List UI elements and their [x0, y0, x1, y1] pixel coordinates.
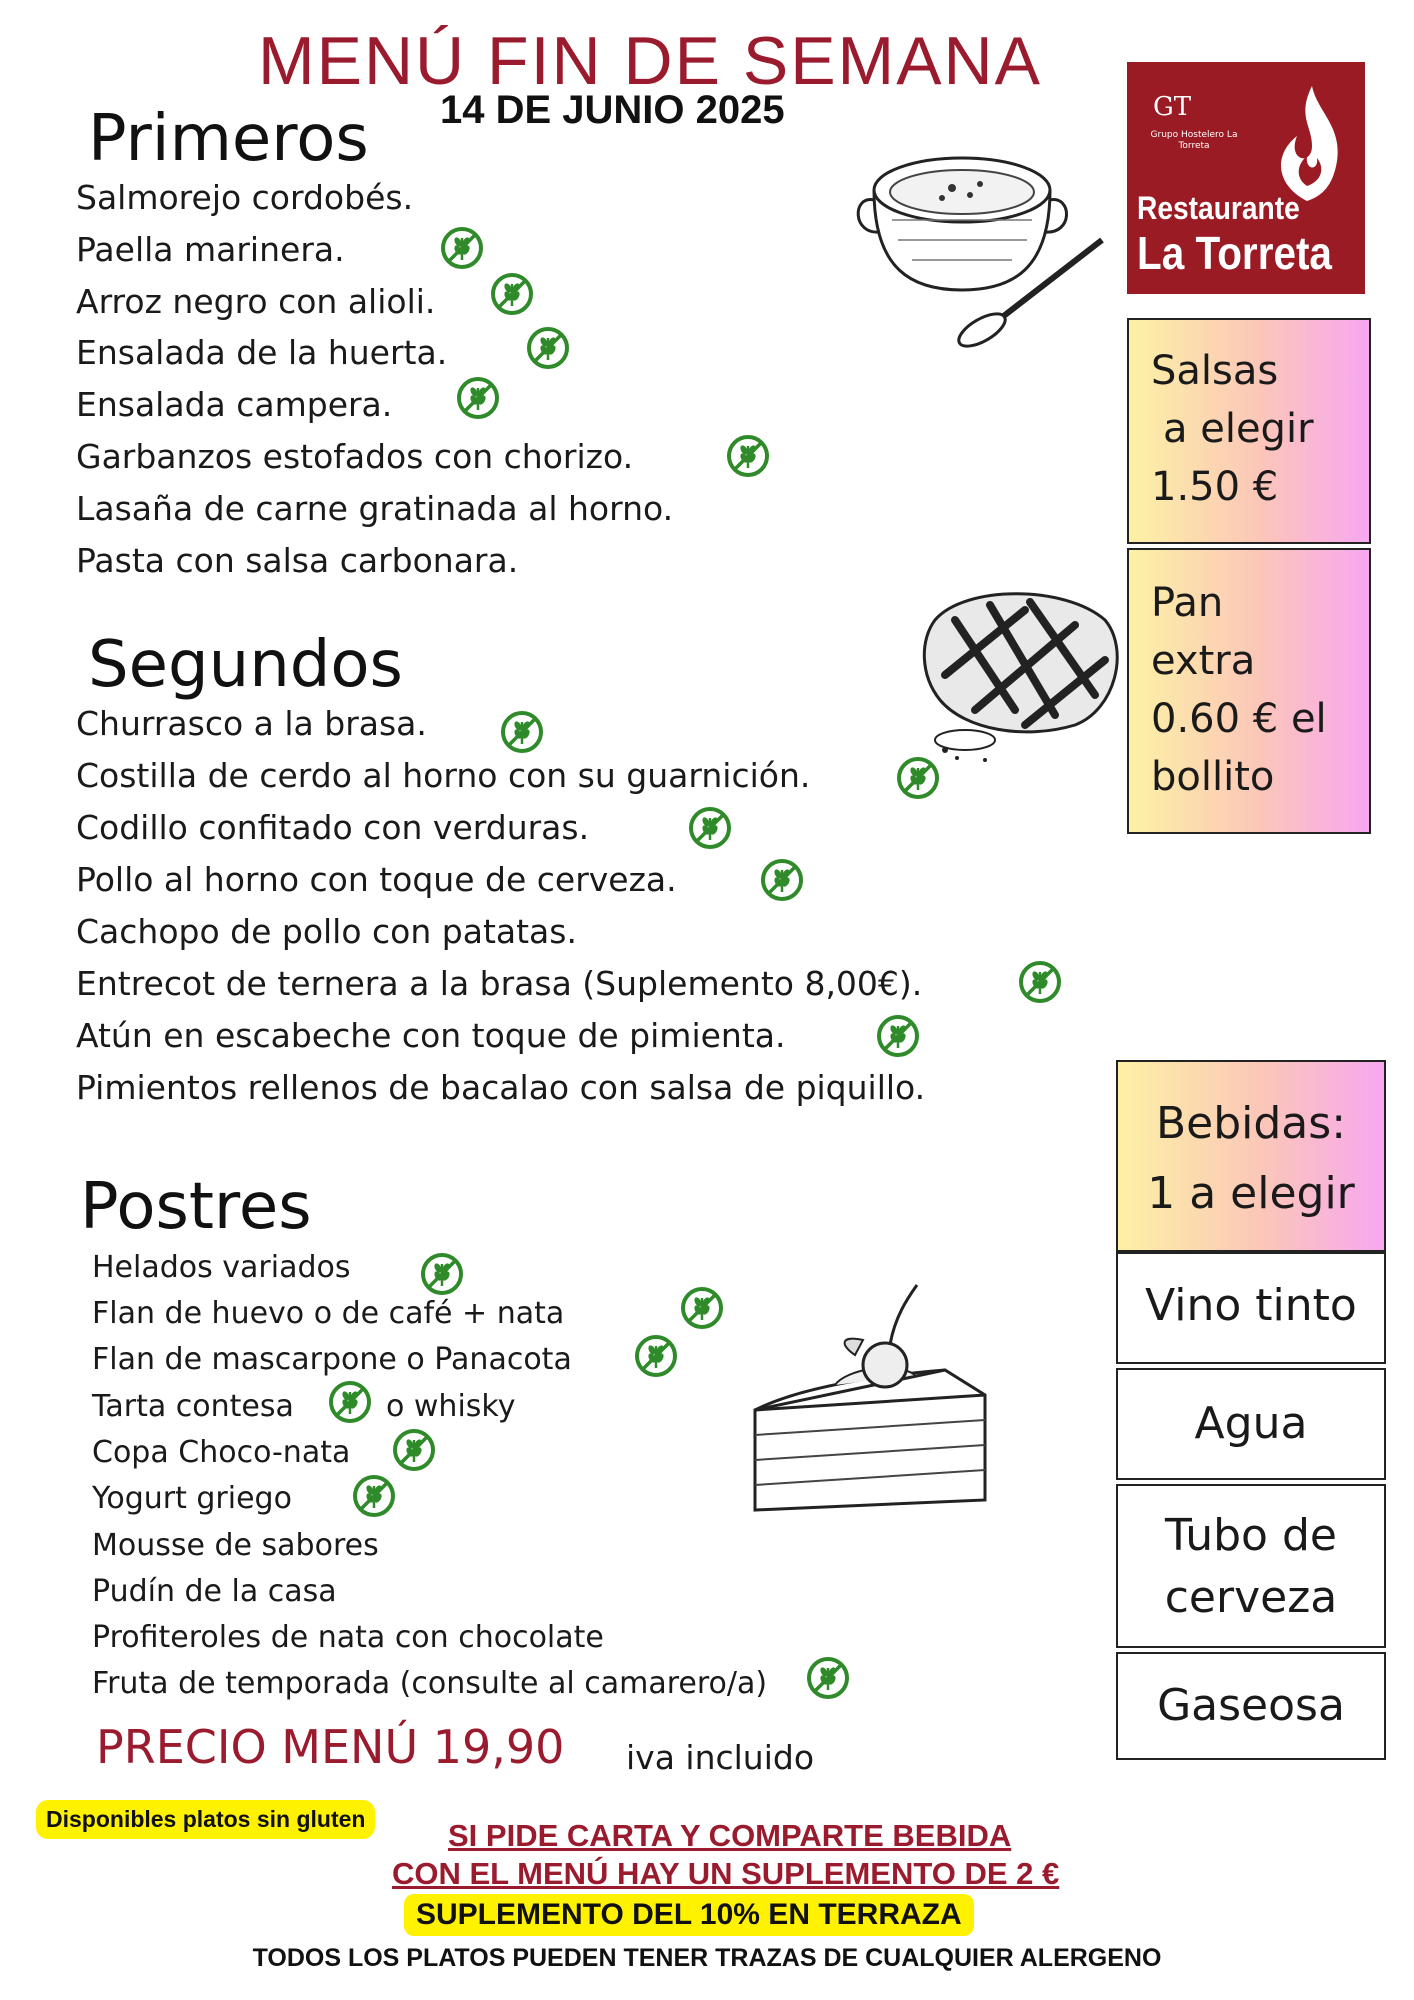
gluten-free-icon	[456, 376, 500, 420]
bebida-option: Tubo de	[1165, 1510, 1337, 1561]
list-item: Ensalada campera.	[76, 385, 393, 424]
price-note: iva incluido	[626, 1738, 815, 1777]
pan-line4: bollito	[1151, 754, 1275, 800]
gluten-free-icon	[806, 1656, 850, 1700]
list-item: Flan de mascarpone o Panacota	[92, 1342, 572, 1377]
list-item: Churrasco a la brasa.	[76, 704, 427, 743]
list-item: Garbanzos estofados con chorizo.	[76, 437, 634, 476]
gluten-free-icon	[420, 1252, 464, 1296]
list-item: Codillo confitado con verduras.	[76, 808, 590, 847]
salsas-box	[1127, 318, 1371, 544]
bebidas-subheading: 1 a elegir	[1147, 1168, 1355, 1219]
list-item: Mousse de sabores	[92, 1528, 379, 1563]
logo-line2: La Torreta	[1137, 227, 1332, 279]
restaurant-logo	[1127, 62, 1365, 294]
gluten-free-icon	[876, 1014, 920, 1058]
menu-price: PRECIO MENÚ 19,90	[96, 1720, 565, 1774]
list-item: Pasta con salsa carbonara.	[76, 541, 519, 580]
bebida-option: Vino tinto	[1145, 1280, 1357, 1331]
pan-line1: Pan	[1151, 580, 1224, 626]
bebida-option: cerveza	[1164, 1572, 1338, 1623]
list-item: Arroz negro con alioli.	[76, 282, 436, 321]
section-primeros-title: Primeros	[88, 102, 369, 176]
list-item: Tarta contesa	[92, 1389, 294, 1424]
list-item: Lasaña de carne gratinada al horno.	[76, 489, 674, 528]
list-item: Salmorejo cordobés.	[76, 178, 414, 217]
bebida-option-box	[1116, 1252, 1386, 1364]
gluten-free-icon	[500, 710, 544, 754]
list-item: Fruta de temporada (consulte al camarero/a)	[92, 1666, 768, 1701]
gluten-free-icon	[680, 1286, 724, 1330]
gluten-free-icon	[490, 272, 534, 316]
pan-box	[1127, 548, 1371, 834]
list-item: o whisky	[386, 1389, 516, 1424]
bebida-option-box	[1116, 1484, 1386, 1648]
bebida-option: Gaseosa	[1157, 1680, 1345, 1731]
salsas-price: 1.50 €	[1151, 464, 1279, 510]
list-item: Pimientos rellenos de bacalao con salsa de piquillo.	[76, 1068, 926, 1107]
salsas-line2: a elegir	[1163, 406, 1314, 452]
section-postres-title: Postres	[80, 1170, 312, 1244]
list-item: Entrecot de ternera a la brasa (Suplemento 8,00€).	[76, 964, 923, 1003]
pan-line3: 0.60 € el	[1151, 696, 1327, 742]
list-item: Helados variados	[92, 1250, 351, 1285]
section-segundos-title: Segundos	[88, 628, 403, 702]
list-item: Ensalada de la huerta.	[76, 333, 448, 372]
salsas-line1: Salsas	[1151, 348, 1279, 394]
gluten-free-icon	[392, 1428, 436, 1472]
steak-illustration	[905, 580, 1130, 770]
list-item: Atún en escabeche con toque de pimienta.	[76, 1016, 786, 1055]
bebida-option: Agua	[1194, 1398, 1308, 1449]
pan-line2: extra	[1151, 638, 1256, 684]
cake-slice-illustration	[745, 1275, 995, 1525]
gluten-free-icon	[440, 226, 484, 270]
list-item: Pollo al horno con toque de cerveza.	[76, 860, 677, 899]
logo-monogram: GT	[1153, 92, 1192, 122]
gluten-free-badge: Disponibles platos sin gluten	[36, 1800, 375, 1839]
list-item: Profiteroles de nata con chocolate	[92, 1620, 604, 1655]
gluten-free-icon	[1018, 960, 1062, 1004]
list-item: Yogurt griego	[92, 1481, 292, 1516]
footer-notice-line2: CON EL MENÚ HAY UN SUPLEMENTO DE 2 €	[392, 1856, 1060, 1891]
bebidas-header-box	[1116, 1060, 1386, 1252]
bebida-option-box	[1116, 1368, 1386, 1480]
list-item: Pudín de la casa	[92, 1574, 337, 1609]
bebida-option-box	[1116, 1652, 1386, 1760]
gluten-free-icon	[760, 858, 804, 902]
gluten-free-icon	[688, 806, 732, 850]
soup-bowl-illustration	[852, 140, 1112, 350]
list-item: Paella marinera.	[76, 230, 345, 269]
gluten-free-icon	[896, 756, 940, 800]
gluten-free-icon	[726, 434, 770, 478]
gluten-free-icon	[526, 326, 570, 370]
logo-group-name: Grupo Hostelero La Torreta	[1150, 130, 1238, 151]
gluten-free-icon	[352, 1474, 396, 1518]
allergen-notice: TODOS LOS PLATOS PUEDEN TENER TRAZAS DE CUALQUIER ALERGENO	[252, 1944, 1162, 1972]
list-item: Cachopo de pollo con patatas.	[76, 912, 577, 951]
menu-title: MENÚ FIN DE SEMANA	[257, 23, 1043, 99]
list-item: Costilla de cerdo al horno con su guarnición.	[76, 756, 811, 795]
list-item: Copa Choco-nata	[92, 1435, 351, 1470]
menu-date: 14 DE JUNIO 2025	[440, 88, 785, 132]
gluten-free-icon	[328, 1380, 372, 1424]
footer-notice-line1: SI PIDE CARTA Y COMPARTE BEBIDA	[448, 1818, 1012, 1853]
logo-line1: Restaurante	[1137, 190, 1300, 226]
bebidas-heading: Bebidas:	[1155, 1098, 1347, 1149]
gluten-free-icon	[634, 1334, 678, 1378]
terraza-notice: SUPLEMENTO DEL 10% EN TERRAZA	[404, 1894, 974, 1936]
list-item: Flan de huevo o de café + nata	[92, 1296, 565, 1331]
flame-icon	[1267, 76, 1347, 206]
